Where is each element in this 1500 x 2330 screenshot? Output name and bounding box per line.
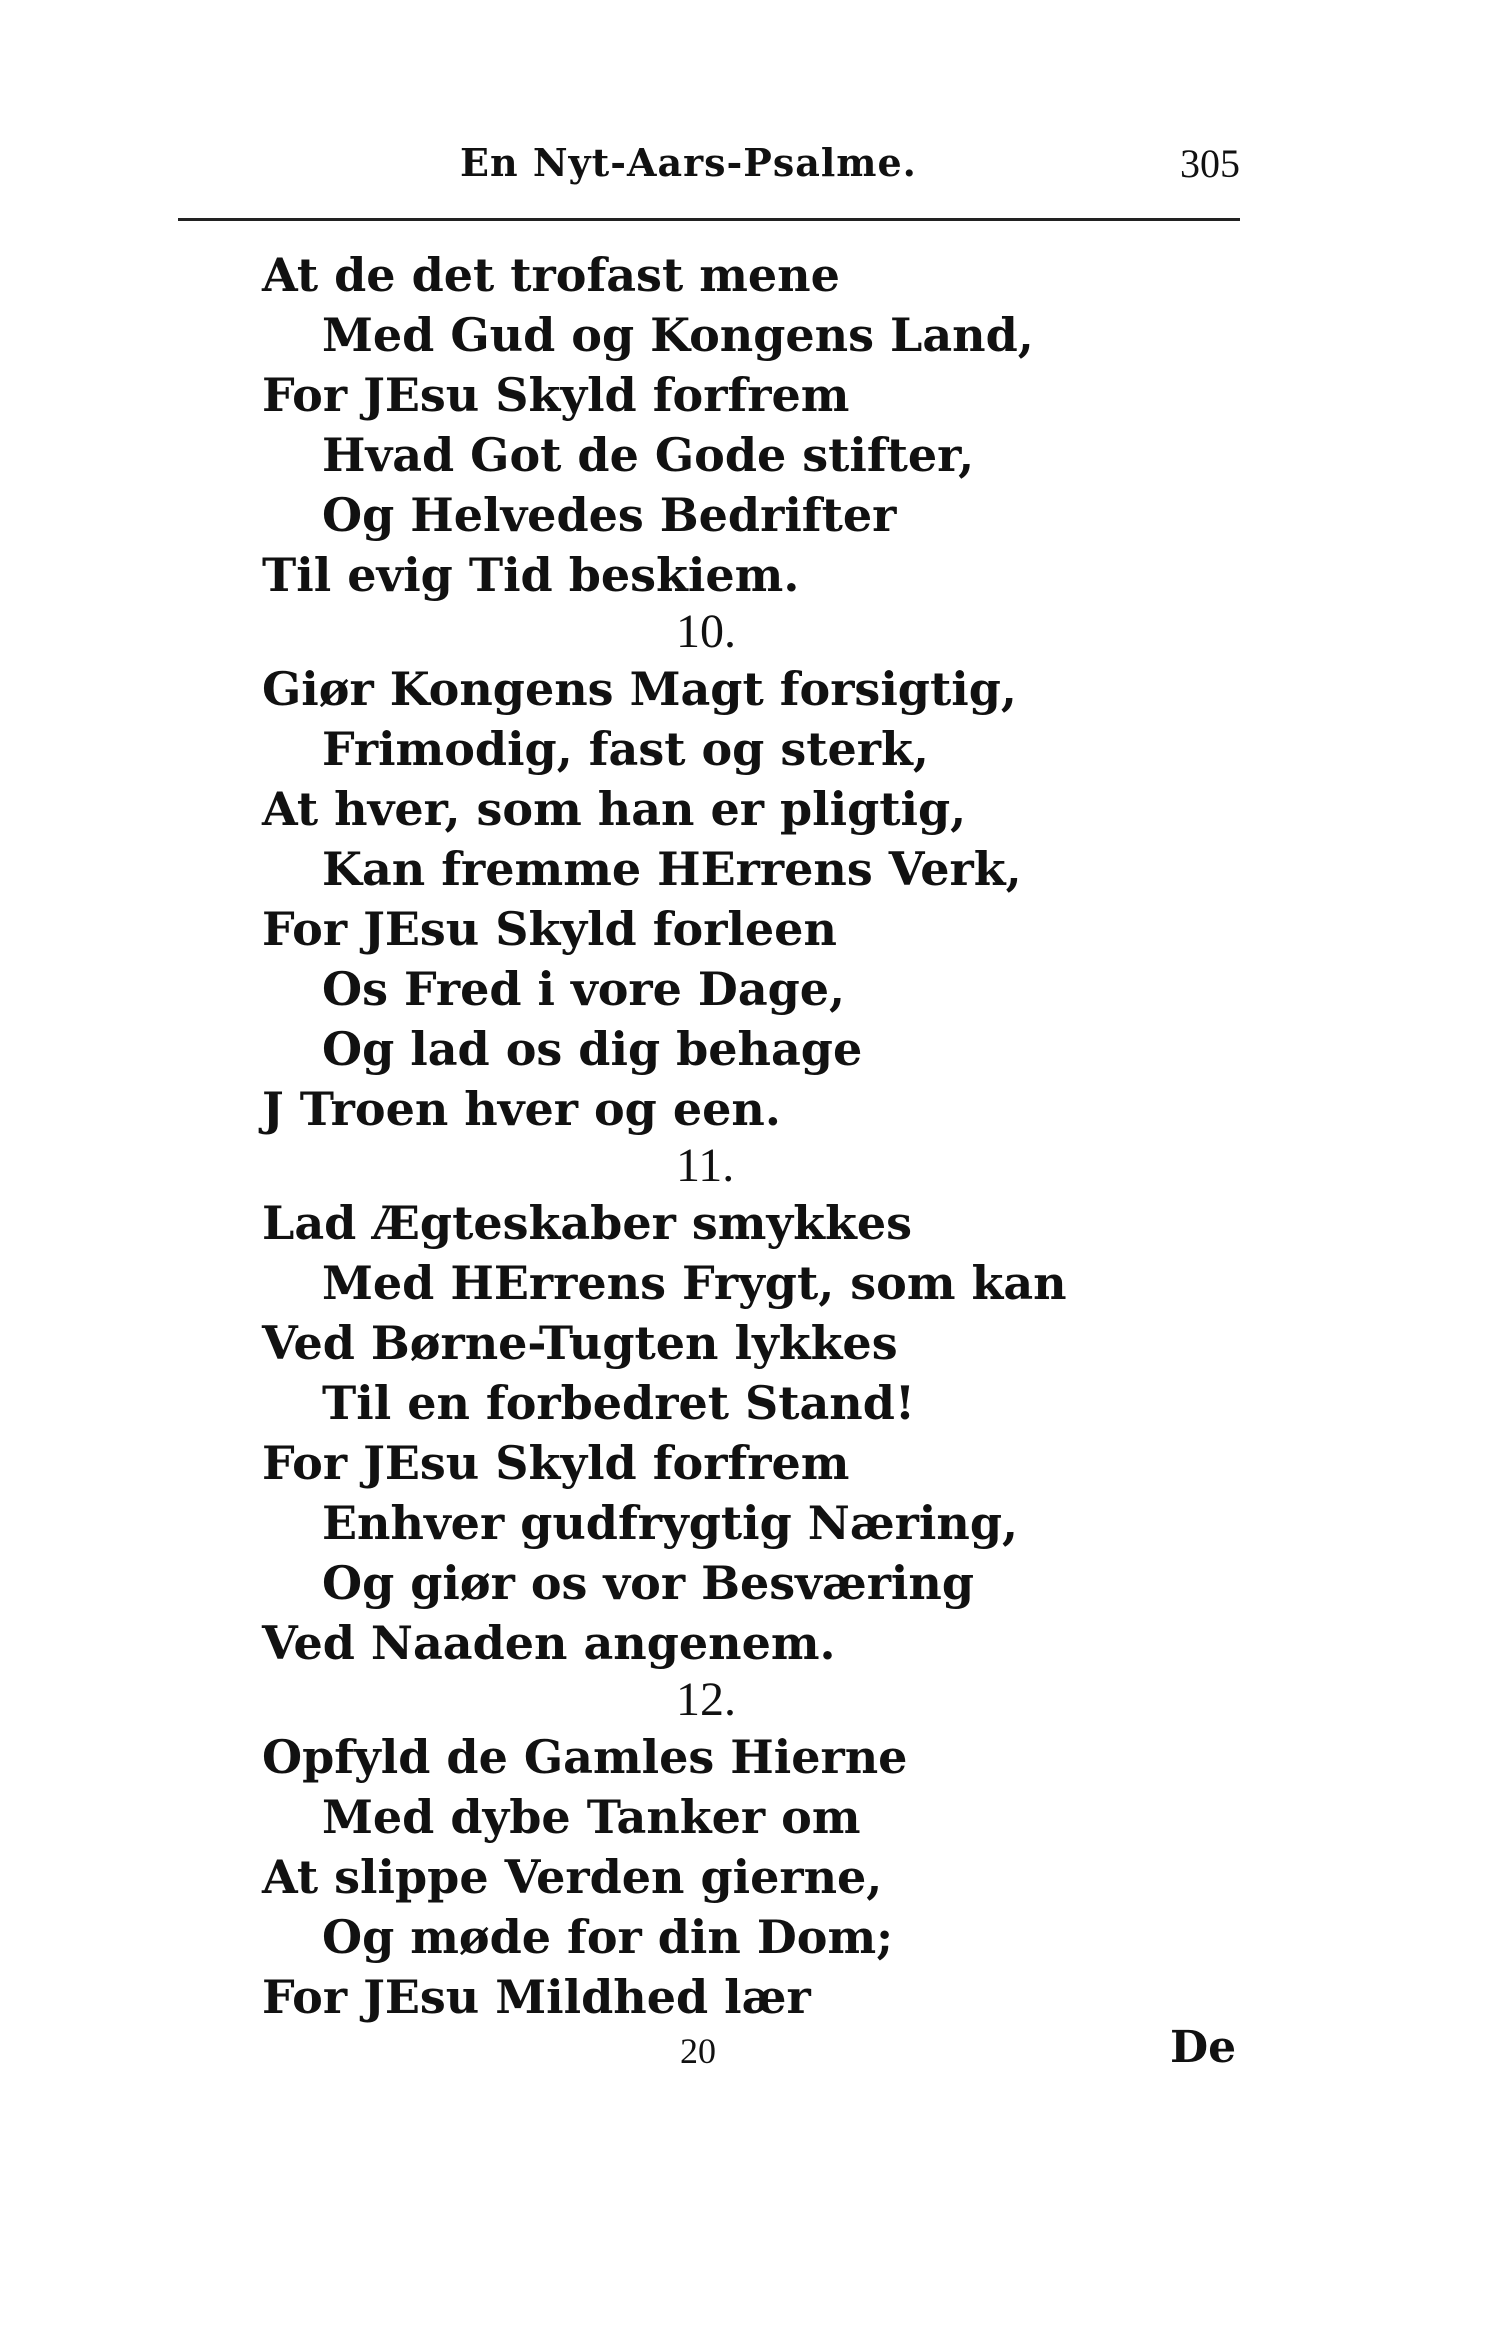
poem-line: Og møde for din Dom; — [322, 1910, 894, 1964]
poem-line: Og Helvedes Bedrifter — [322, 488, 897, 542]
verse-number: 11. — [676, 1139, 735, 1192]
page-header — [170, 140, 1240, 200]
catchword: De — [1170, 2022, 1237, 2073]
poem-line: Og lad os dig behage — [322, 1022, 863, 1076]
poem-line: Med HErrens Frygt, som kan — [322, 1256, 1067, 1310]
poem-line: Giør Kongens Magt forsigtig, — [262, 662, 1017, 716]
poem-line: Enhver gudfrygtig Næring, — [322, 1496, 1019, 1550]
poem-line: Til evig Tid beskiem. — [262, 548, 800, 602]
poem-line: Til en forbedret Stand! — [322, 1376, 916, 1430]
page-number: 305 — [1180, 141, 1240, 186]
poem-line: Os Fred i vore Dage, — [322, 962, 846, 1016]
verse-number: 10. — [676, 605, 736, 658]
poem-line: Frimodig, fast og sterk, — [322, 722, 929, 776]
poem-line: Ved Naaden angenem. — [262, 1616, 836, 1670]
poem-line: At de det trofast mene — [262, 248, 840, 302]
poem-line: For JEsu Mildhed lær — [262, 1970, 811, 2024]
poem-line: Med dybe Tanker om — [322, 1790, 861, 1844]
signature-mark: 20 — [680, 2031, 716, 2071]
poem-line: For JEsu Skyld forfrem — [262, 368, 850, 422]
running-title: En Nyt-Aars-Psalme. — [460, 140, 917, 185]
poem-line: Ved Børne-Tugten lykkes — [262, 1316, 898, 1370]
poem-line: At slippe Verden gierne, — [262, 1850, 883, 1904]
poem-line: Lad Ægteskaber smykkes — [262, 1196, 913, 1250]
header-rule — [178, 218, 1240, 221]
poem-line: J Troen hver og een. — [262, 1082, 781, 1136]
poem-line: At hver, som han er pligtig, — [262, 782, 967, 836]
poem-line: Og giør os vor Besværing — [322, 1556, 975, 1610]
poem-line: Med Gud og Kongens Land, — [322, 308, 1034, 362]
verse-number: 12. — [676, 1673, 736, 1726]
poem-line: Opfyld de Gamles Hierne — [262, 1730, 908, 1784]
poem-line: For JEsu Skyld forleen — [262, 902, 837, 956]
poem-line: Kan fremme HErrens Verk, — [322, 842, 1022, 896]
poem-line: Hvad Got de Gode stifter, — [322, 428, 975, 482]
poem-line: For JEsu Skyld forfrem — [262, 1436, 850, 1490]
